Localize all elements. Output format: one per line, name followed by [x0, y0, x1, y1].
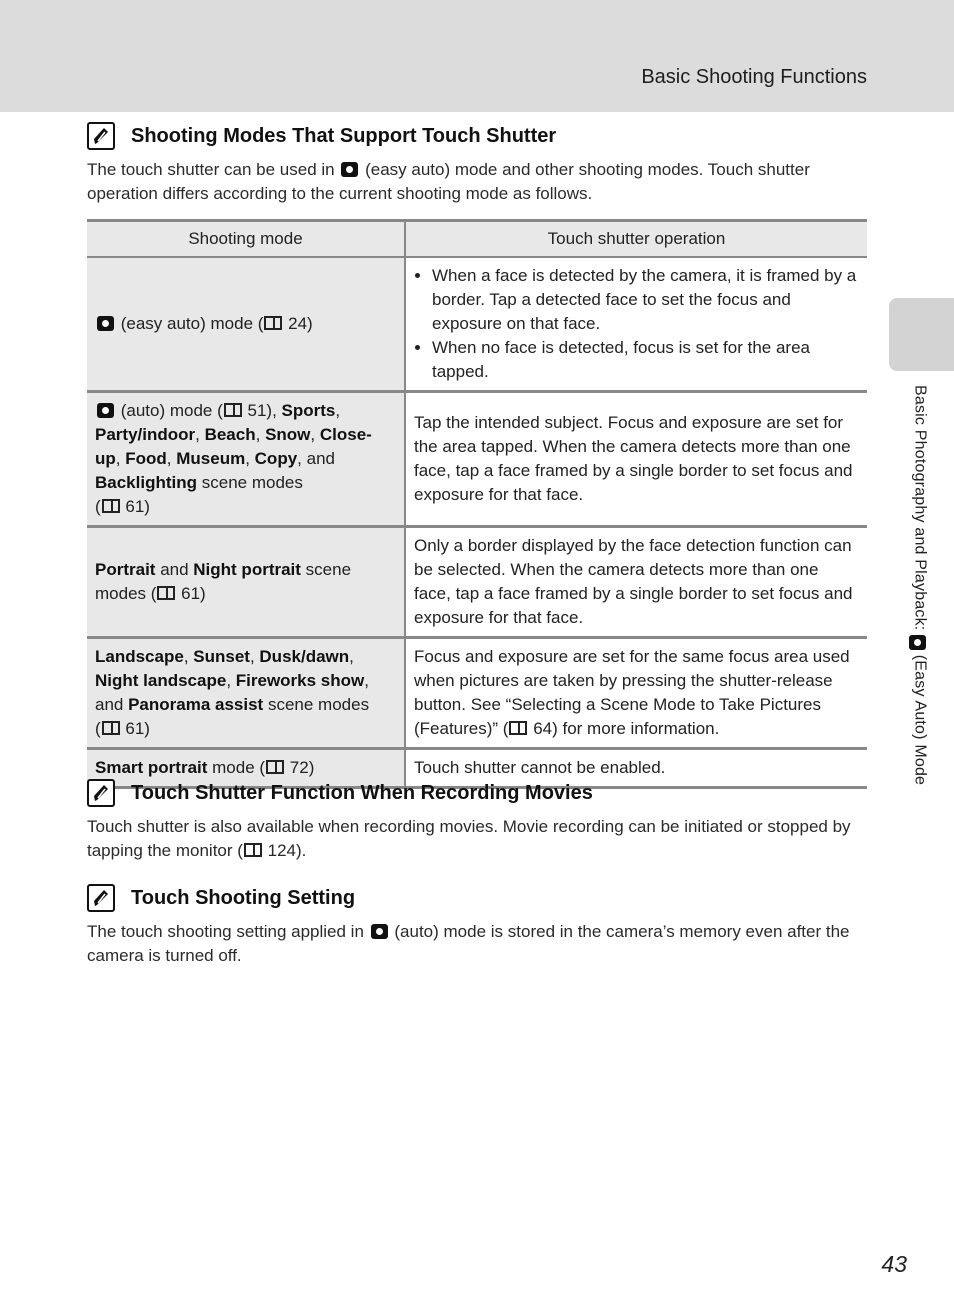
operation-cell: Tap the intended subject. Focus and exposure are set for the area tapped. When the camera detects more than one face, tap a face framed by a single border to set focus and exposure for that face. [405, 392, 867, 527]
page-ref-text: 124). [262, 841, 307, 860]
mode-cell: (auto) mode ( 51), Sports, Party/indoor, Beach, Snow, Close-up, Food, Museum, Copy, and Backlighting scene modes ( 61) [87, 392, 405, 527]
scene-mode-name: Panorama assist [128, 695, 264, 714]
scene-mode-name: Night portrait [193, 560, 301, 579]
mode-text: (easy auto) mode ( [120, 314, 264, 333]
mode-text: (auto) mode ( [120, 401, 223, 420]
operation-cell: Touch shutter cannot be enabled. [405, 749, 867, 788]
page-ref-text: 51), [242, 401, 282, 420]
scene-mode-name: Snow [265, 425, 311, 444]
easy-auto-mode-icon [97, 316, 114, 331]
section-touch-shooting-setting [87, 882, 867, 968]
operation-cell [405, 638, 867, 749]
section-heading [87, 120, 867, 152]
operation-cell [405, 257, 867, 392]
mode-cell [87, 257, 405, 392]
section-heading [87, 882, 867, 914]
note-pencil-icon [87, 884, 115, 912]
section-title: Touch Shutter Function When Recording Movies [131, 781, 593, 804]
column-header: Touch shutter operation [405, 221, 867, 258]
table-row [87, 257, 867, 392]
table-row [87, 638, 867, 749]
mode-text: scene modes [263, 695, 370, 714]
body-text: (easy auto) mode and other shooting modes. Touch shutter operation differs according to the current shooting mode as follows. [87, 160, 810, 203]
mode-cell: Landscape, Sunset, Dusk/dawn, Night landscape, Fireworks show, and Panorama assist scene modes ( 61) [87, 638, 405, 749]
mode-text: mode ( [207, 758, 266, 777]
section-movie-touch-shutter [87, 777, 867, 863]
scene-mode-name: Close-up [95, 425, 372, 468]
page-reference-icon [244, 843, 262, 857]
chapter-side-label [907, 385, 929, 785]
mode-cell [87, 527, 405, 638]
section-body [87, 158, 867, 206]
mode-text: ( [95, 719, 101, 738]
mode-text: and [155, 560, 194, 579]
header-band [0, 0, 954, 112]
section-touch-shutter-modes [87, 120, 867, 206]
list-item: • When a face is detected by the camera, it is framed by a border. Tap a detected face to set the focus and exposure on that face. [432, 264, 859, 336]
section-body [87, 815, 867, 863]
page-reference-icon [102, 721, 120, 735]
auto-mode-camera-icon [97, 403, 114, 418]
scene-mode-name: Sports [281, 401, 336, 420]
operation-cell: Only a border displayed by the face detection function can be selected. When the camera detects more than one face, tap a face framed by a single border to set focus and exposure for that face. [405, 527, 867, 638]
easy-auto-mode-icon [341, 162, 358, 177]
chapter-tab[interactable] [889, 298, 954, 371]
scene-mode-name: Night landscape [95, 671, 227, 690]
column-header: Shooting mode [87, 221, 405, 258]
table-header-row [87, 221, 867, 258]
scene-mode-name: Sunset [193, 647, 250, 666]
operation-text: Focus and exposure are set for the same focus area used when pictures are taken by pressing the shutter-release button. See “Selecting a Scene Mode to Take Pictures (Features)” ( [414, 647, 850, 738]
page-reference-icon [266, 760, 284, 774]
page-ref-text: 24) [283, 314, 313, 333]
body-text: The touch shutter can be used in [87, 160, 335, 179]
note-pencil-icon [87, 122, 115, 150]
touch-shutter-table [87, 219, 867, 789]
page-ref-text: 61) [120, 719, 150, 738]
page-reference-icon [102, 499, 120, 513]
chapter-label-prefix: Basic Photography and Playback: [911, 385, 929, 631]
page-reference-icon [157, 586, 175, 600]
note-pencil-icon [87, 779, 115, 807]
page-reference-icon [509, 721, 527, 735]
table-row [87, 392, 867, 527]
scene-mode-name: Fireworks show [235, 671, 365, 690]
chapter-label-suffix: (Easy Auto) Mode [911, 654, 929, 786]
page-reference-icon [264, 316, 282, 330]
body-text: (auto) mode is stored in the camera’s memory even after the camera is turned off. [87, 922, 850, 965]
section-title: Touch Shooting Setting [131, 886, 356, 909]
mode-text: and [95, 695, 129, 714]
scene-mode-name: Party/indoor [95, 425, 196, 444]
scene-mode-name: Dusk/dawn [259, 647, 350, 666]
mode-text: scene modes ( [95, 560, 352, 603]
section-title: Shooting Modes That Support Touch Shutter [131, 124, 557, 147]
scene-mode-name: Smart portrait [95, 758, 208, 777]
page-number: 43 [881, 1251, 907, 1277]
scene-mode-name: Landscape [95, 647, 184, 666]
table-row [87, 527, 867, 638]
scene-mode-name: Food [125, 449, 167, 468]
page-ref-text: 72) [285, 758, 315, 777]
mode-text: ( [95, 497, 101, 516]
scene-mode-name: Portrait [95, 560, 156, 579]
body-text: Touch shutter is also available when recording movies. Movie recording can be initiated or stopped by tapping the monitor ( [87, 817, 851, 860]
scene-mode-name: Beach [204, 425, 256, 444]
page-ref-text: 61) [176, 584, 206, 603]
body-text: The touch shooting setting applied in [87, 922, 364, 941]
scene-mode-name: Backlighting [95, 473, 198, 492]
running-head: Basic Shooting Functions [641, 66, 867, 88]
list-item: • When no face is detected, focus is set for the area tapped. [432, 336, 859, 384]
scene-mode-name: Museum [176, 449, 246, 468]
page-reference-icon [224, 403, 242, 417]
auto-mode-camera-icon [371, 924, 388, 939]
mode-text: scene modes [197, 473, 303, 492]
page-ref-text: 64) for more information. [528, 719, 720, 738]
page-ref-text: 61) [120, 497, 150, 516]
mode-text: and [306, 449, 335, 468]
easy-auto-mode-icon [909, 635, 926, 650]
scene-mode-name: Copy [254, 449, 298, 468]
section-heading [87, 777, 867, 809]
section-body [87, 920, 867, 968]
